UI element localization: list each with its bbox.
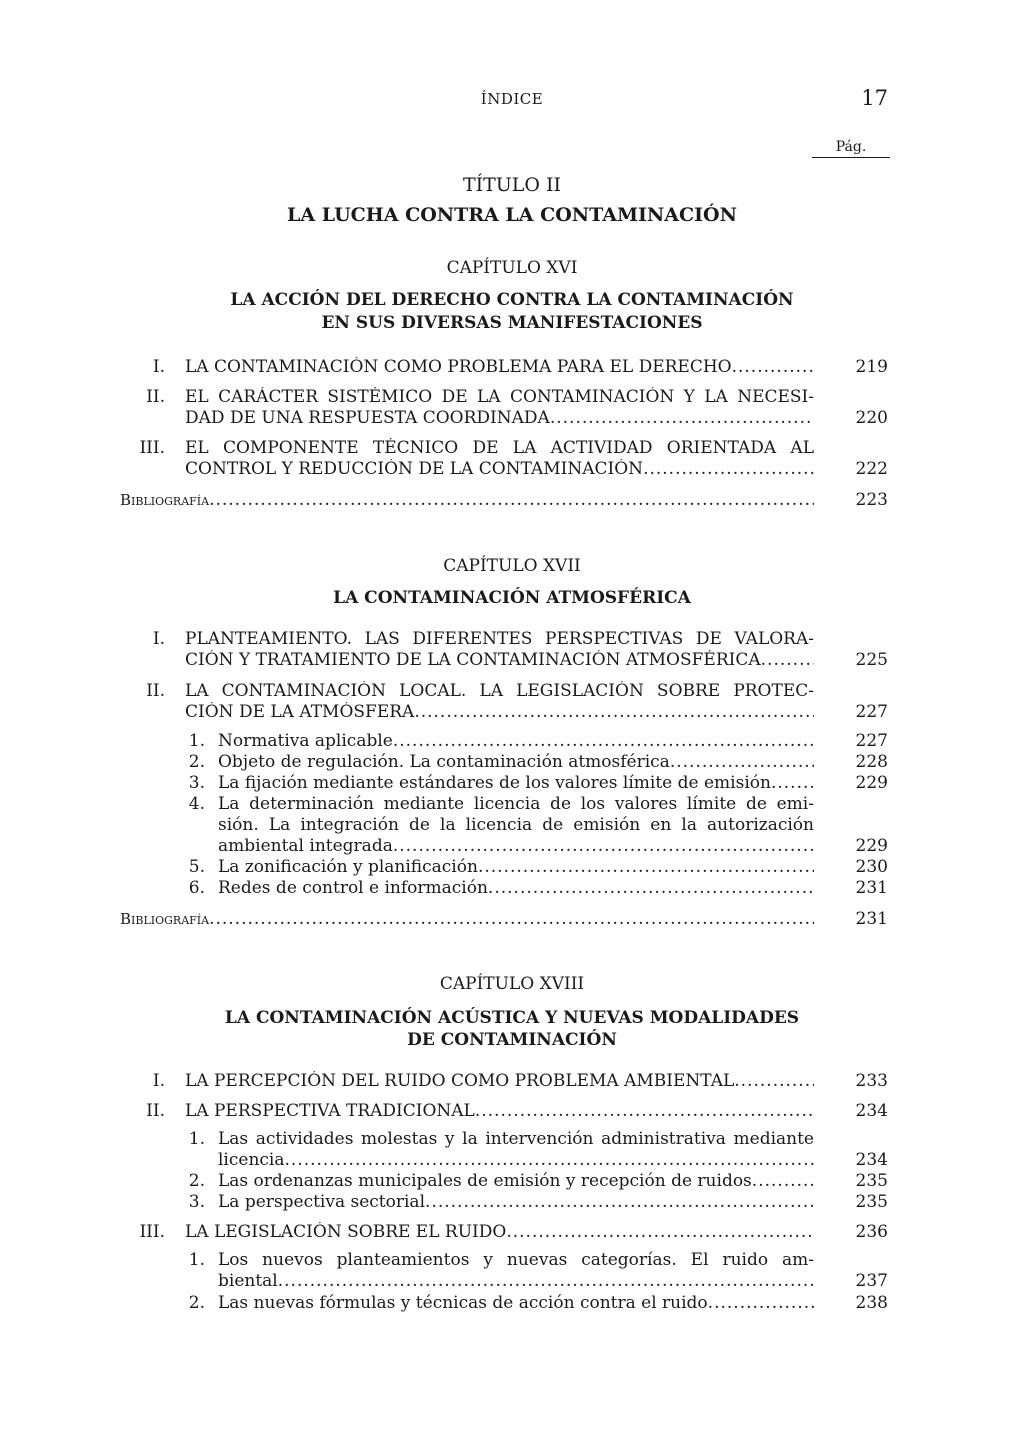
chapter-18-heading: CAPÍTULO XVIII (439, 974, 585, 994)
toc-subentry (218, 1293, 814, 1314)
entry-title-line: CIÓN Y TRATAMIENTO DE LA CONTAMINACIÓN ATMOSFÉRICA (185, 650, 761, 670)
dot-leader (708, 1293, 814, 1313)
entry-page: 234 (855, 1101, 888, 1121)
subentry-title-line: ambiental integrada (218, 836, 393, 856)
entry-title-line: EL COMPONENTE TÉCNICO DE LA ACTIVIDAD ORIENTADA AL (185, 438, 814, 458)
subentry-page: 231 (855, 878, 888, 898)
subentry-number: 1. (188, 731, 205, 751)
toc-subentry (218, 752, 814, 773)
entry-number: II. (146, 387, 165, 407)
chapter-16-heading: CAPÍTULO XVI (446, 258, 578, 278)
bibliography-page: 231 (855, 909, 888, 929)
dot-leader (670, 752, 814, 772)
entry-number: I. (152, 357, 165, 377)
subentry-title: La perspectiva sectorial (218, 1192, 426, 1212)
chapter-17-heading: CAPÍTULO XVII (443, 556, 581, 576)
dot-leader (734, 1071, 814, 1091)
title-heading: TÍTULO II (462, 174, 562, 196)
dot-leader (209, 490, 814, 511)
toc-entry (185, 1071, 814, 1092)
chapter-18-title-line-1: LA CONTAMINACIÓN ACÚSTICA Y NUEVAS MODALIDADES (224, 1008, 800, 1028)
subentry-title: Objeto de regulación. La contaminación atmosférica (218, 752, 670, 772)
subentry-title-line: licencia (218, 1150, 285, 1170)
dot-leader (550, 408, 814, 428)
subentry-title-line: biental (218, 1271, 278, 1291)
dot-leader (506, 1222, 814, 1242)
toc-subentry (218, 773, 814, 794)
subentry-title-line: sión. La integración de la licencia de emisión en la autorización (218, 815, 814, 835)
chapter-16-title-line-1: LA ACCIÓN DEL DERECHO CONTRA LA CONTAMINACIÓN (230, 290, 794, 310)
toc-entry (185, 387, 814, 429)
subentry-number: 1. (188, 1250, 205, 1270)
subentry-title-line: La determinación mediante licencia de los valores límite de emi- (218, 794, 814, 814)
title-name: LA LUCHA CONTRA LA CONTAMINACIÓN (287, 204, 737, 226)
dot-leader (488, 878, 814, 898)
chapter-17-title: LA CONTAMINACIÓN ATMOSFÉRICA (333, 588, 691, 608)
entry-page: 220 (855, 408, 888, 428)
subentry-title: La zonificación y planificación (218, 857, 478, 877)
chapter-16-title-line-2: EN SUS DIVERSAS MANIFESTACIONES (321, 313, 703, 333)
subentry-page: 235 (855, 1192, 888, 1212)
bibliography-label: Bibliografía (120, 491, 210, 509)
subentry-number: 3. (188, 1192, 205, 1212)
subentry-number: 5. (188, 857, 205, 877)
entry-number: II. (146, 1101, 165, 1121)
subentry-number: 2. (188, 752, 205, 772)
dot-leader (761, 650, 814, 670)
toc-subentry (218, 878, 814, 899)
dot-leader (732, 357, 814, 377)
subentry-number: 1. (188, 1129, 205, 1149)
subentry-page: 227 (855, 731, 888, 751)
entry-title-line: CONTROL Y REDUCCIÓN DE LA CONTAMINACIÓN (185, 459, 644, 479)
dot-leader (478, 857, 814, 877)
toc-entry (185, 357, 814, 378)
entry-title-line: LA CONTAMINACIÓN LOCAL. LA LEGISLACIÓN SOBRE PROTEC- (185, 681, 814, 701)
entry-page: 236 (855, 1222, 888, 1242)
subentry-page: 234 (855, 1150, 888, 1170)
entry-title-line: EL CARÁCTER SISTÉMICO DE LA CONTAMINACIÓN Y LA NECESI- (185, 387, 814, 407)
toc-entry (185, 681, 814, 723)
subentry-number: 3. (188, 773, 205, 793)
entry-title-line: PLANTEAMIENTO. LAS DIFERENTES PERSPECTIVAS DE VALORA- (185, 629, 814, 649)
entry-page: 227 (855, 702, 888, 722)
toc-subentry (218, 1129, 814, 1171)
toc-entry (185, 438, 814, 480)
entry-number: II. (146, 681, 165, 701)
entry-number: III. (139, 438, 165, 458)
page-column-label: Pág. (812, 139, 890, 158)
dot-leader (414, 702, 814, 722)
subentry-title-line: Las actividades molestas y la intervención administrativa mediante (218, 1129, 814, 1149)
bibliography-entry (120, 490, 814, 511)
entry-title: LA CONTAMINACIÓN COMO PROBLEMA PARA EL DERECHO (185, 357, 732, 377)
subentry-title: Las ordenanzas municipales de emisión y recepción de ruidos (218, 1171, 752, 1191)
entry-page: 222 (855, 459, 888, 479)
entry-title: LA PERSPECTIVA TRADICIONAL (185, 1101, 475, 1121)
dot-leader (285, 1150, 815, 1170)
dot-leader (393, 731, 814, 751)
entry-number: I. (152, 629, 165, 649)
subentry-page: 237 (855, 1271, 888, 1291)
dot-leader (278, 1271, 814, 1291)
subentry-title: Las nuevas fórmulas y técnicas de acción contra el ruido (218, 1293, 708, 1313)
bibliography-entry (120, 909, 814, 930)
subentry-page: 238 (855, 1293, 888, 1313)
bibliography-label: Bibliografía (120, 910, 210, 928)
dot-leader (643, 459, 814, 479)
dot-leader (771, 773, 814, 793)
subentry-number: 4. (188, 794, 205, 814)
subentry-title: Normativa aplicable (218, 731, 393, 751)
subentry-number: 6. (188, 878, 205, 898)
entry-number: III. (139, 1222, 165, 1242)
toc-subentry (218, 731, 814, 752)
toc-entry (185, 1101, 814, 1122)
dot-leader (475, 1101, 814, 1121)
subentry-title: Redes de control e información (218, 878, 488, 898)
dot-leader (425, 1192, 814, 1212)
dot-leader (752, 1171, 814, 1191)
subentry-title-line: Los nuevos planteamientos y nuevas categorías. El ruido am- (218, 1250, 814, 1270)
chapter-18-title-line-2: DE CONTAMINACIÓN (407, 1030, 617, 1050)
entry-title-line: DAD DE UNA RESPUESTA COORDINADA (185, 408, 550, 428)
toc-subentry (218, 1171, 814, 1192)
dot-leader (209, 909, 814, 930)
subentry-page: 228 (855, 752, 888, 772)
entry-page: 233 (855, 1071, 888, 1091)
toc-subentry (218, 1250, 814, 1292)
subentry-page: 229 (855, 773, 888, 793)
entry-title-line: CIÓN DE LA ATMÓSFERA (185, 702, 415, 722)
entry-title: LA LEGISLACIÓN SOBRE EL RUIDO (185, 1222, 507, 1242)
subentry-title: La fijación mediante estándares de los valores límite de emisión (218, 773, 771, 793)
entry-page: 219 (855, 357, 888, 377)
toc-subentry (218, 794, 814, 857)
subentry-page: 230 (855, 857, 888, 877)
toc-subentry (218, 857, 814, 878)
bibliography-page: 223 (855, 490, 888, 510)
entry-number: I. (152, 1071, 165, 1091)
dot-leader (393, 836, 814, 856)
subentry-number: 2. (188, 1293, 205, 1313)
entry-page: 225 (855, 650, 888, 670)
running-head: ÍNDICE (480, 90, 544, 108)
toc-entry (185, 1222, 814, 1243)
subentry-number: 2. (188, 1171, 205, 1191)
page-number: 17 (861, 86, 888, 110)
subentry-page: 235 (855, 1171, 888, 1191)
subentry-page: 229 (855, 836, 888, 856)
toc-subentry (218, 1192, 814, 1213)
toc-entry (185, 629, 814, 671)
entry-title: LA PERCEPCIÓN DEL RUIDO COMO PROBLEMA AMBIENTAL (185, 1071, 735, 1091)
